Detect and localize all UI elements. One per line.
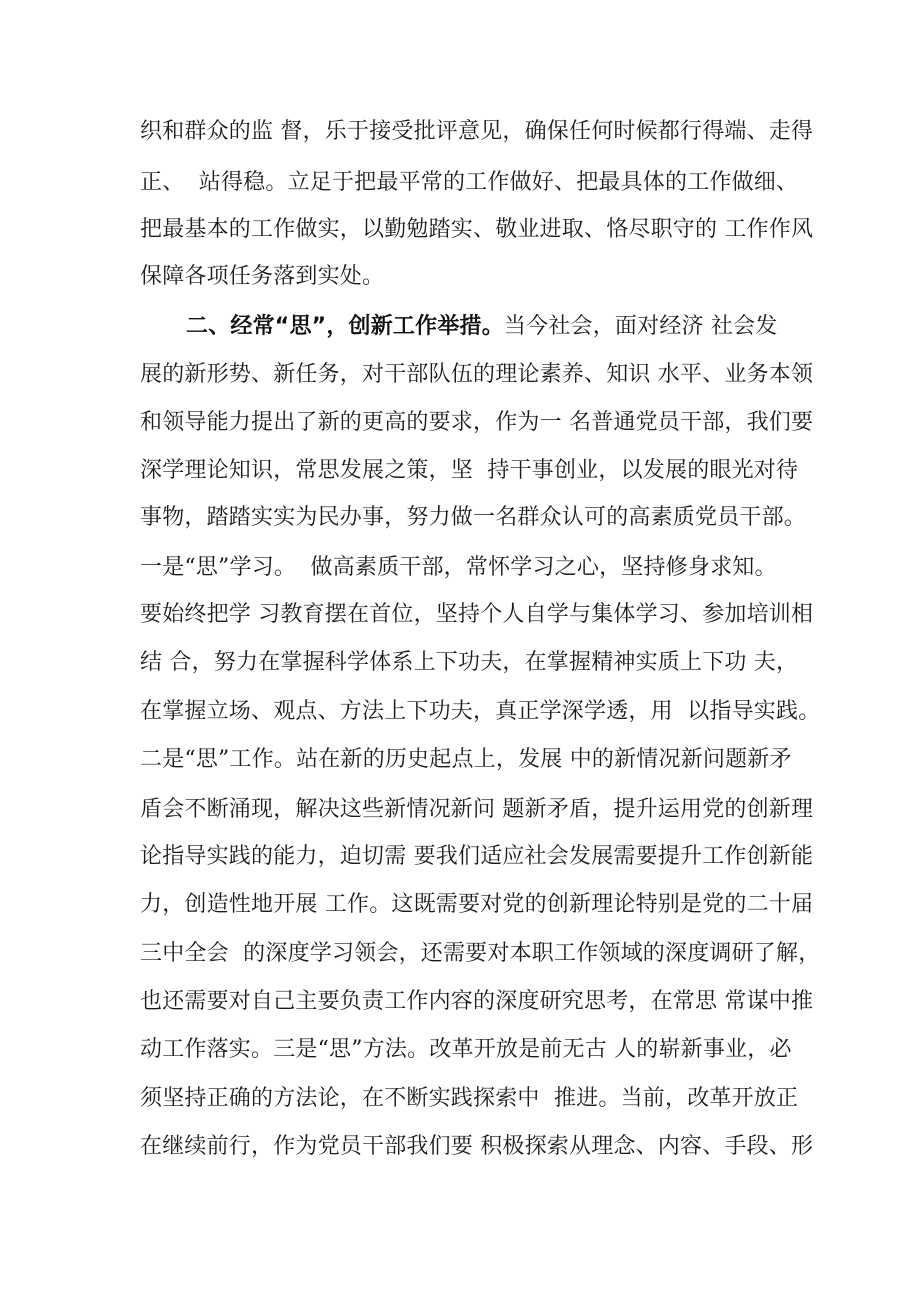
text-line: 保障各项任务落到实处。 [140,264,385,289]
section-heading: 二、经常“思”，创新工作举措。 [186,314,504,339]
text-line: 论指导实践的能力，迫切需 要我们适应社会发展需要提升工作创新能 [140,844,814,869]
text-line: 一是“思”学习。 做高素质干部，常怀学习之心，坚持修身求知。 [140,555,777,580]
text-line: 也还需要对自己主要负责工作内容的深度研究思考，在常思 常谋中推 [140,989,814,1014]
text-line: 和领导能力提出了新的更高的要求，作为一 名普通党员干部，我们要 [140,410,814,435]
text-line: 二是“思”工作。站在新的历史起点上，发展 中的新情况新问题新矛 [140,747,792,772]
text-line: 正、 站得稳。立足于把最平常的工作做好、把最具体的工作做细、 [140,170,799,195]
text-line: 展的新形势、新任务，对干部队伍的理论素养、知识 水平、业务本领 [140,362,814,387]
text-line: 要始终把学 习教育摆在首位，坚持个人自学与集体学习、参加培训相 [140,602,814,627]
text-run: 当今社会，面对经济 社会发 [503,314,778,339]
paragraph-heading-line [186,312,778,342]
text-line: 织和群众的监 督，乐于接受批评意见，确保任何时候都行得端、走得 [140,119,814,144]
text-line: 结 合，努力在掌握科学体系上下功夫，在掌握精神实质上下功 夫， [140,650,799,675]
text-line: 在掌握立场、观点、方法上下功夫，真正学深学透，用 以指导实践。 [140,699,821,724]
text-line: 盾会不断涌现，解决这些新情况新问 题新矛盾，提升运用党的创新理 [140,797,814,822]
text-line: 在继续前行，作为党员干部我们要 积极探索从理念、内容、手段、形 [140,1134,814,1159]
text-line: 力，创造性地开展 工作。这既需要对党的创新理论特别是党的二十届 [140,892,814,917]
text-line: 三中全会 的深度学习领会，还需要对本职工作领域的深度调研了解， [140,941,821,966]
text-line: 深学理论知识，常思发展之策，坚 持干事创业，以发展的眼光对待 [140,458,799,483]
text-line: 须坚持正确的方法论，在不断实践探索中 推进。当前，改革开放正 [140,1086,799,1111]
text-line: 动工作落实。三是“思”方法。改革开放是前无古 人的崭新事业，必 [140,1037,792,1062]
text-line: 把最基本的工作做实，以勤勉踏实、敬业进取、恪尽职守的 工作作风 [140,217,814,242]
text-line: 事物，踏踏实实为民办事，努力做一名群众认可的高素质党员干部。 [140,505,807,530]
